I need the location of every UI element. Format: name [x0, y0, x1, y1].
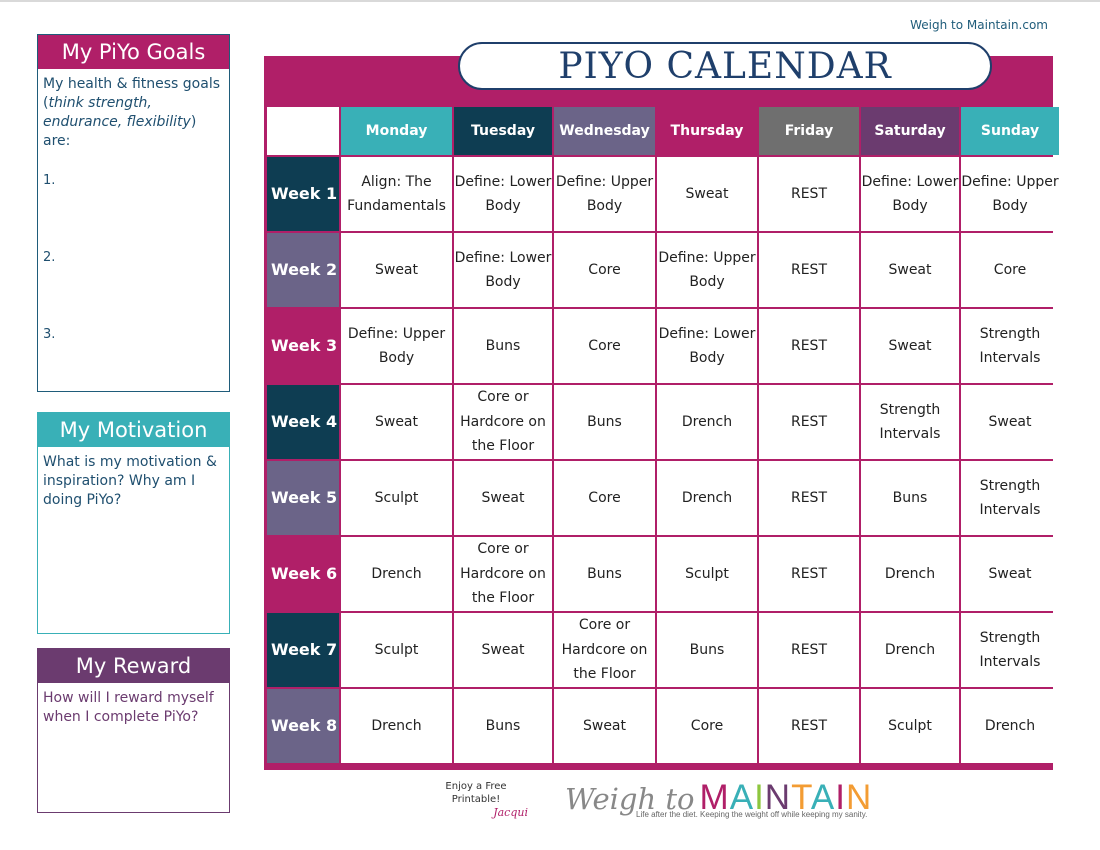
goals-intro: My health & fitness goals (think strength, endurance, flexibility) are: — [43, 76, 220, 149]
week-label-5: Week 5 — [267, 461, 339, 535]
workout-cell[interactable]: Sculpt — [861, 689, 959, 763]
workout-cell[interactable]: REST — [759, 461, 859, 535]
workout-cell[interactable]: Buns — [554, 385, 655, 459]
workout-cell[interactable]: REST — [759, 233, 859, 307]
reward-title: My Reward — [38, 649, 229, 683]
workout-cell[interactable]: Define: Lower Body — [861, 157, 959, 231]
logo-weigh-text: Weigh to — [565, 782, 695, 816]
workout-cell[interactable]: Define: Lower Body — [454, 157, 552, 231]
workout-cell[interactable]: Align: The Fundamentals — [341, 157, 452, 231]
workout-cell[interactable]: Sweat — [961, 385, 1059, 459]
top-divider — [0, 0, 1100, 2]
day-header-thursday: Thursday — [657, 107, 757, 155]
day-header-saturday: Saturday — [861, 107, 959, 155]
workout-cell[interactable]: Core — [657, 689, 757, 763]
workout-cell[interactable]: Define: Upper Body — [657, 233, 757, 307]
week-label-2: Week 2 — [267, 233, 339, 307]
workout-cell[interactable]: Buns — [454, 689, 552, 763]
workout-cell[interactable]: Core — [554, 233, 655, 307]
goals-panel — [37, 34, 230, 392]
calendar-frame — [264, 56, 1059, 770]
workout-cell[interactable]: REST — [759, 385, 859, 459]
signature: Jacqui — [493, 806, 528, 819]
week-label-8: Week 8 — [267, 689, 339, 763]
logo-letter: N — [764, 778, 792, 817]
logo-letter: N — [845, 778, 873, 817]
motivation-title: My Motivation — [38, 413, 229, 447]
week-label-7: Week 7 — [267, 613, 339, 687]
workout-cell[interactable]: Strength Intervals — [961, 461, 1059, 535]
workout-cell[interactable]: Define: Lower Body — [657, 309, 757, 383]
day-header-wednesday: Wednesday — [554, 107, 655, 155]
calendar-title: PIYO CALENDAR — [458, 42, 992, 90]
day-header-monday: Monday — [341, 107, 452, 155]
motivation-prompt[interactable]: What is my motivation & inspiration? Why am I doing PiYo? — [43, 454, 217, 508]
workout-cell[interactable]: REST — [759, 309, 859, 383]
workout-cell[interactable]: Sweat — [961, 537, 1059, 611]
workout-cell[interactable]: Sweat — [341, 233, 452, 307]
workout-cell[interactable]: REST — [759, 689, 859, 763]
goals-body — [38, 69, 229, 388]
workout-cell[interactable]: Sweat — [861, 233, 959, 307]
workout-cell[interactable]: Drench — [341, 537, 452, 611]
workout-cell[interactable]: Drench — [961, 689, 1059, 763]
site-url[interactable]: Weigh to Maintain.com — [910, 18, 1048, 32]
workout-cell[interactable]: Strength Intervals — [961, 309, 1059, 383]
day-header-friday: Friday — [759, 107, 859, 155]
week-label-4: Week 4 — [267, 385, 339, 459]
day-header-tuesday: Tuesday — [454, 107, 552, 155]
week-label-6: Week 6 — [267, 537, 339, 611]
workout-cell[interactable]: Sculpt — [341, 613, 452, 687]
grid-corner — [267, 107, 339, 155]
workout-cell[interactable]: Define: Upper Body — [961, 157, 1059, 231]
logo-letter: M — [699, 778, 730, 817]
workout-cell[interactable]: Core or Hardcore on the Floor — [454, 537, 552, 611]
workout-cell[interactable]: Buns — [861, 461, 959, 535]
workout-cell[interactable]: Drench — [657, 461, 757, 535]
logo-letter: A — [810, 778, 836, 817]
workout-cell[interactable]: REST — [759, 157, 859, 231]
calendar-grid — [267, 107, 1059, 763]
workout-cell[interactable]: Strength Intervals — [861, 385, 959, 459]
workout-cell[interactable]: Core — [554, 461, 655, 535]
week-label-1: Week 1 — [267, 157, 339, 231]
enjoy-printable-note: Enjoy a Free Printable! Jacqui — [424, 780, 528, 820]
logo-letter: I — [835, 778, 846, 817]
workout-cell[interactable]: Sweat — [454, 461, 552, 535]
workout-cell[interactable]: Buns — [454, 309, 552, 383]
week-label-3: Week 3 — [267, 309, 339, 383]
workout-cell[interactable]: REST — [759, 613, 859, 687]
workout-cell[interactable]: Define: Upper Body — [341, 309, 452, 383]
workout-cell[interactable]: Core or Hardcore on the Floor — [554, 613, 655, 687]
workout-cell[interactable]: Define: Lower Body — [454, 233, 552, 307]
logo-tagline: Life after the diet. Keeping the weight off while keeping my sanity. — [636, 810, 868, 819]
workout-cell[interactable]: Drench — [657, 385, 757, 459]
motivation-panel — [37, 412, 230, 634]
workout-cell[interactable]: Strength Intervals — [961, 613, 1059, 687]
workout-cell[interactable]: Sculpt — [341, 461, 452, 535]
reward-prompt[interactable]: How will I reward myself when I complete PiYo? — [43, 690, 214, 725]
goals-title: My PiYo Goals — [38, 35, 229, 69]
workout-cell[interactable]: Buns — [554, 537, 655, 611]
goal-item-2[interactable]: 2. — [43, 249, 56, 265]
logo-letter: A — [729, 778, 755, 817]
workout-cell[interactable]: Drench — [861, 613, 959, 687]
workout-cell[interactable]: Core — [554, 309, 655, 383]
workout-cell[interactable]: Sweat — [454, 613, 552, 687]
workout-cell[interactable]: Sweat — [861, 309, 959, 383]
goal-item-1[interactable]: 1. — [43, 172, 56, 188]
workout-cell[interactable]: Core or Hardcore on the Floor — [454, 385, 552, 459]
workout-cell[interactable]: Drench — [861, 537, 959, 611]
goal-item-3[interactable]: 3. — [43, 326, 56, 342]
day-header-sunday: Sunday — [961, 107, 1059, 155]
workout-cell[interactable]: Buns — [657, 613, 757, 687]
workout-cell[interactable]: Sculpt — [657, 537, 757, 611]
workout-cell[interactable]: Drench — [341, 689, 452, 763]
workout-cell[interactable]: Sweat — [554, 689, 655, 763]
reward-panel — [37, 648, 230, 813]
workout-cell[interactable]: REST — [759, 537, 859, 611]
workout-cell[interactable]: Sweat — [657, 157, 757, 231]
workout-cell[interactable]: Core — [961, 233, 1059, 307]
workout-cell[interactable]: Sweat — [341, 385, 452, 459]
workout-cell[interactable]: Define: Upper Body — [554, 157, 655, 231]
logo-letter: I — [754, 778, 765, 817]
logo-letter: T — [791, 778, 811, 817]
